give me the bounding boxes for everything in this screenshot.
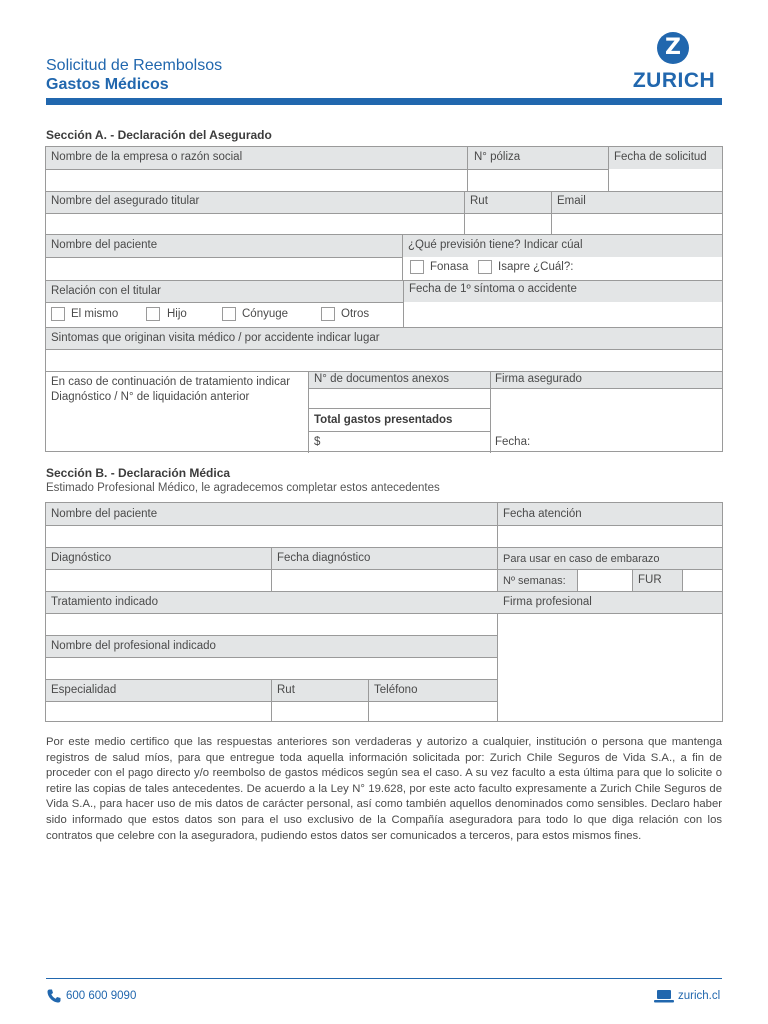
- symptom-date-label: Fecha de 1º síntoma o accidente: [409, 283, 577, 295]
- fur-label: FUR: [638, 574, 662, 586]
- professional-name-label: Nombre del profesional indicado: [51, 640, 216, 652]
- insured-name-label: Nombre del asegurado titular: [51, 195, 200, 207]
- pregnancy-label: Para usar en caso de embarazo: [503, 553, 660, 565]
- email-label: Email: [557, 195, 586, 207]
- symptoms-label: Sintomas que originan visita médico / por accidente indicar lugar: [51, 332, 380, 344]
- footer-divider: [46, 978, 722, 979]
- patient-b-label: Nombre del paciente: [51, 508, 158, 520]
- patient-label: Nombre del paciente: [51, 239, 158, 251]
- form-title: Solicitud de Reembolsos: [46, 57, 223, 74]
- total-label: Total gastos presentados: [314, 414, 453, 426]
- section-a-table: [45, 146, 723, 452]
- professional-signature-label: Firma profesional: [503, 596, 592, 608]
- isapre-checkbox[interactable]: [478, 260, 492, 274]
- fonasa-checkbox[interactable]: [410, 260, 424, 274]
- phone-icon: [46, 988, 62, 1004]
- zurich-logo-text: ZURICH: [632, 69, 716, 92]
- continuation-label-line1: En caso de continuación de tratamiento indicar: [51, 376, 291, 388]
- footer-phone[interactable]: 600 600 9090: [66, 990, 137, 1002]
- legal-declaration: Por este medio certifico que las respuestas anteriores son verdaderas y autorizo a cualquier, institución o persona que mantenga registros de salud míos, para que entregue toda aquella información solicitada por: Zurich Chile Seguros de Vida S.A., a fin de proceder con el pago directo y/o reembolso de gastos médicos según sea el caso. A su vez faculto a esta última para que lo solicite o retire las copias de tales antecedentes. De acuerdo a la Ley N° 19.628, por este acto faculto expresamente a Zurich Chile Seguros de Vida S.A., para hacer uso de mis datos de carácter personal, así como también aquellos denominados como sensibles. Declaro haber sido informado que estos datos son para el uso exclusivo de la Compañía aseguradora para todo lo que diga relación con los contratos que celebre con la aseguradora, pudiendo estos datos ser comunicados a terceros, para estos mismos fines.: [46, 736, 722, 842]
- continuation-label-line2: Diagnóstico / N° de liquidación anterior: [51, 391, 250, 403]
- zurich-logo: [628, 32, 720, 94]
- company-label: Nombre de la empresa o razón social: [51, 151, 243, 163]
- rut-b-label: Rut: [277, 684, 295, 696]
- relation-other-label: Otros: [341, 308, 370, 320]
- relation-self-label: El mismo: [71, 308, 119, 320]
- relation-child-label: Hijo: [167, 308, 187, 320]
- docs-label: N° de documentos anexos: [314, 373, 450, 385]
- relation-label: Relación con el titular: [51, 285, 161, 297]
- relation-spouse-label: Cónyuge: [242, 308, 289, 320]
- signature-label: Firma asegurado: [495, 373, 582, 385]
- section-b-table: [45, 502, 723, 722]
- section-b-subtitle: Estimado Profesional Médico, le agradecemos completar estos antecedentes: [46, 482, 440, 494]
- diagnosis-label: Diagnóstico: [51, 552, 112, 564]
- date-label: Fecha:: [495, 436, 531, 448]
- relation-self-checkbox[interactable]: [51, 307, 65, 321]
- footer-website[interactable]: zurich.cl: [678, 990, 721, 1002]
- weeks-label: Nº semanas:: [503, 575, 566, 587]
- continuation-label: [46, 373, 295, 407]
- relation-other-checkbox[interactable]: [321, 307, 335, 321]
- isapre-label: Isapre ¿Cuál?:: [498, 261, 574, 273]
- relation-spouse-checkbox[interactable]: [222, 307, 236, 321]
- section-a-title: Sección A. - Declaración del Asegurado: [46, 128, 272, 142]
- insurance-question: ¿Qué previsión tiene? Indicar cúal: [408, 239, 583, 251]
- treatment-label: Tratamiento indicado: [51, 596, 158, 608]
- currency-symbol: $: [314, 436, 321, 448]
- form-subtitle: Gastos Médicos: [46, 76, 169, 93]
- laptop-icon: [654, 989, 674, 1003]
- specialty-label: Especialidad: [51, 684, 117, 696]
- attention-date-label: Fecha atención: [503, 508, 582, 520]
- diagnosis-date-label: Fecha diagnóstico: [277, 552, 371, 564]
- relation-child-checkbox[interactable]: [146, 307, 160, 321]
- section-b-title: Sección B. - Declaración Médica: [46, 466, 231, 480]
- phone-label: Teléfono: [374, 684, 418, 696]
- zurich-logo-mark: Z: [657, 32, 689, 64]
- fonasa-label: Fonasa: [430, 261, 469, 273]
- rut-label: Rut: [470, 195, 488, 207]
- policy-label: N° póliza: [474, 151, 521, 163]
- header-bar: [46, 98, 722, 105]
- request-date-label: Fecha de solicitud: [614, 151, 707, 163]
